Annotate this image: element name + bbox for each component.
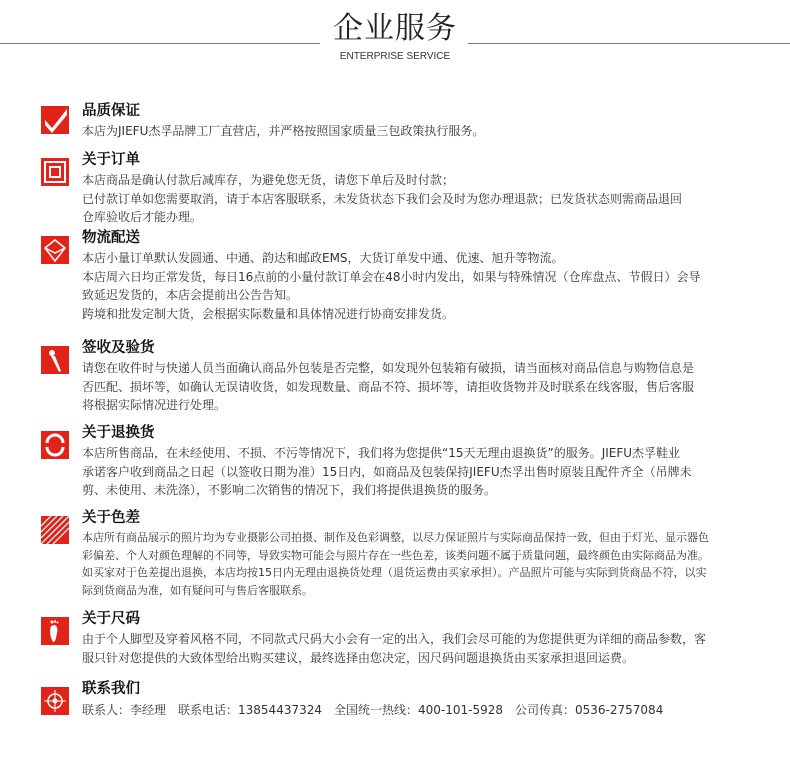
footprint-icon — [41, 617, 69, 645]
stripes-icon — [41, 516, 69, 544]
section-title: 物流配送 — [82, 230, 140, 246]
body-line: 请您在收件时与快递人员当面确认商品外包装是否完整，如发现外包装箱有破损，请当面核对商品信息与购物信息是 — [82, 361, 695, 375]
body-line: 致延迟发货的，本店会提前出公告告知。 — [82, 288, 299, 302]
body-line: 本店所有商品展示的照片均为专业摄影公司拍摄、制作及色彩调整，以尽力保证照片与实际商品保持一致，但由于灯光、显示器色 — [82, 531, 709, 544]
body-line: 本店所售商品，在未经使用、不损、不污等情况下，我们将为您提供“15天无理由退换货”的服务。JIEFU杰孚鞋业 — [82, 446, 681, 460]
section-title: 关于色差 — [82, 510, 140, 526]
body-line: 由于个人脚型及穿着风格不同，不同款式尺码大小会有一定的出入，我们会尽可能的为您提供更为详细的商品参数，客 — [82, 632, 707, 646]
section-title: 关于订单 — [82, 152, 140, 168]
pen-icon — [41, 346, 69, 374]
section-body — [82, 171, 682, 227]
section-title: 关于尺码 — [82, 611, 140, 627]
body-line: 本店周六日均正常发货，每日16点前的小量付款订单会在48小时内发出，如果与特殊情况（仓库盘点、节假日）会导 — [82, 269, 701, 284]
body-line: 本店商品是确认付款后减库存，为避免您无货，请您下单后及时付款； — [82, 173, 455, 187]
section-body — [82, 249, 701, 323]
body-line: 际到货商品为准，如有疑问可与售后客服联系。 — [82, 583, 313, 597]
body-line: 彩偏差、个人对颜色理解的不同等，导致实物可能会与照片存在一些色差，该类问题不属于质量问题，最终颜色由实际商品为准。 — [82, 548, 709, 562]
section-title: 签收及验货 — [82, 340, 155, 356]
contact-phone: 联系电话：13854437324 — [178, 703, 322, 717]
section-title: 关于退换货 — [82, 425, 155, 441]
section-body — [82, 122, 484, 141]
order-icon — [41, 158, 69, 186]
page-subtitle: ENTERPRISE SERVICE — [339, 51, 451, 62]
section-body — [82, 444, 692, 500]
target-icon — [41, 687, 69, 715]
body-line: 否匹配、损坏等，如确认无误请收货，如发现数量、商品不符、损坏等，请拒收货物并及时联系在线客服，售后客服 — [82, 379, 695, 394]
body-line: 已付款订单如您需要取消，请于本店客服联系，未发货状态下我们会及时为您办理退款；已发货状态则需商品退回 — [82, 191, 683, 206]
body-line: 承诺客户收到商品之日起（以签收日期为准）15日内，如商品及包装保持JIEFU杰孚出售时原装且配件齐全（吊牌未 — [82, 464, 692, 479]
body-line: 本店小量订单默认发圆通、中通、韵达和邮政EMS，大货订单发中通、优速、旭升等物流。 — [82, 251, 564, 265]
contact-fax: 公司传真：0536-2757084 — [515, 703, 664, 717]
checkmark-icon — [41, 106, 69, 134]
section-body — [82, 630, 706, 667]
body-line: 本店为JIEFU杰孚品牌工厂直营店，并严格按照国家质量三包政策执行服务。 — [82, 124, 485, 138]
contact-person: 联系人：李经理 — [82, 703, 167, 717]
body-line: 跨境和批发定制大货，会根据实际数量和具体情况进行协商安排发货。 — [82, 306, 455, 321]
section-title: 品质保证 — [82, 103, 140, 119]
body-line: 将根据实际情况进行处理。 — [82, 398, 227, 412]
body-line: 仓库验收后才能办理。 — [82, 210, 203, 224]
refresh-icon — [41, 431, 69, 459]
contact-hotline: 全国统一热线：400-101-5928 — [334, 703, 504, 717]
page-title: 企业服务 — [333, 11, 457, 46]
contact-info — [82, 701, 675, 720]
envelope-icon — [41, 236, 69, 264]
section-title: 联系我们 — [82, 681, 140, 697]
body-line: 剪、未使用、未洗涤），不影响二次销售的情况下，我们将提供退换货的服务。 — [82, 483, 497, 497]
section-body — [82, 529, 709, 599]
body-line: 如买家对于色差提出退换，本店均按15日内无理由退换货处理（退货运费由买家承担）。产品照片可能与实际到货商品不符，以实 — [82, 566, 707, 579]
section-body — [82, 359, 694, 415]
body-line: 服只针对您提供的大致体型给出购买建议，最终选择由您决定，因尺码问题退换货由买家承担退回运费。 — [82, 650, 635, 665]
